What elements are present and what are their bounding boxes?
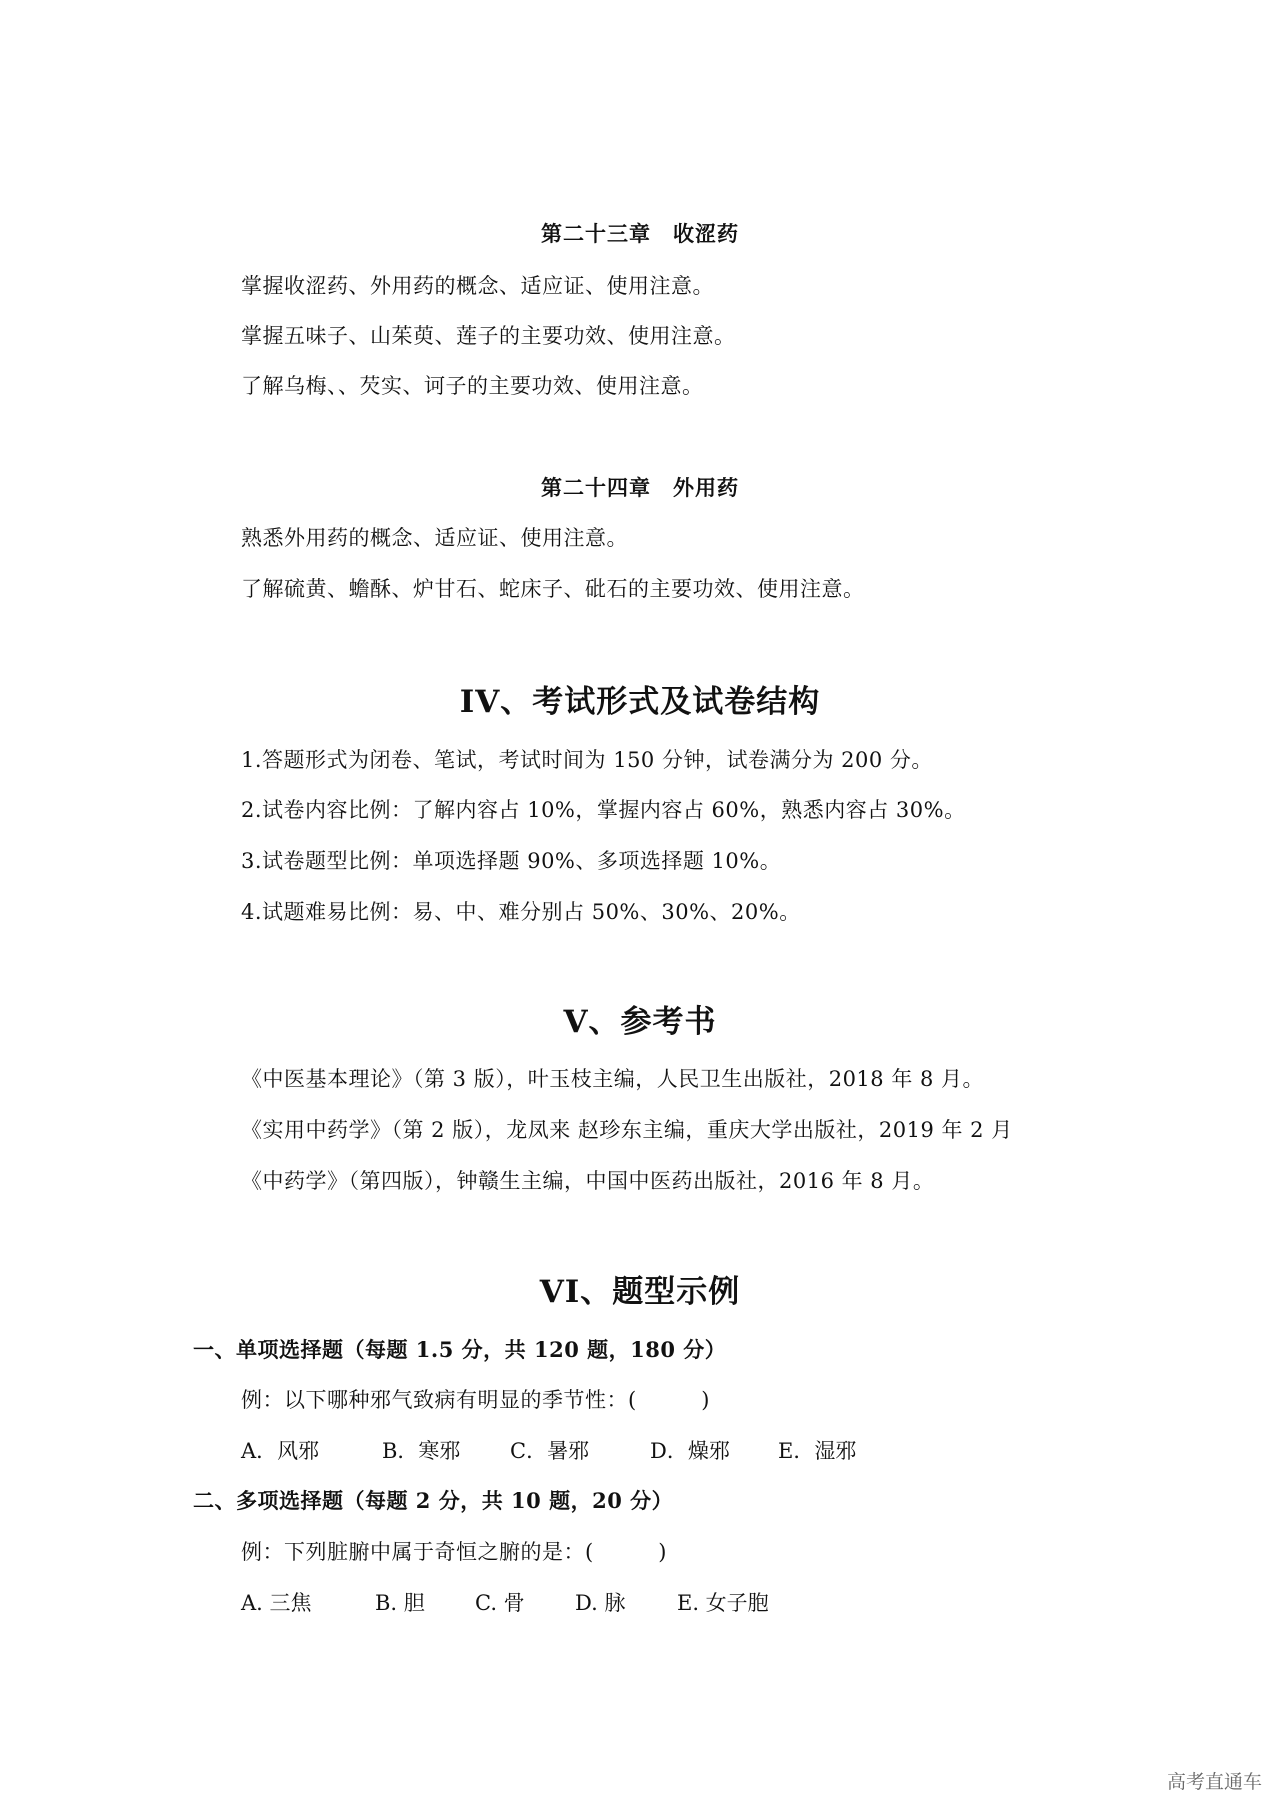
- multiple-option-e: E. 女子胞: [677, 1591, 769, 1615]
- chapter-24-line-1: 熟悉外用药的概念、适应证、使用注意。: [241, 526, 628, 550]
- single-option-b: B．寒邪: [382, 1439, 461, 1463]
- chapter-23-line-1: 掌握收涩药、外用药的概念、适应证、使用注意。: [241, 274, 714, 298]
- reference-book-2: 《实用中药学》（第 2 版），龙凤来 赵珍东主编，重庆大学出版社，2019 年 2 月: [241, 1118, 1013, 1142]
- single-option-a: A．风邪: [241, 1439, 320, 1463]
- single-option-d: D．燥邪: [650, 1439, 730, 1463]
- multiple-option-a: A. 三焦: [241, 1591, 312, 1615]
- multiple-option-d: D. 脉: [575, 1591, 626, 1615]
- section-4-title: IV、考试形式及试卷结构: [459, 684, 821, 720]
- chapter-23-title: 第二十三章 收涩药: [541, 221, 739, 246]
- section-4-line-4: 4.试题难易比例：易、中、难分别占 50%、30%、20%。: [241, 900, 801, 924]
- section-5-title: V、参考书: [563, 1004, 717, 1040]
- single-choice-options: [241, 1435, 856, 1465]
- section-4-line-1: 1.答题形式为闭卷、笔试，考试时间为 150 分钟，试卷满分为 200 分。: [241, 748, 933, 772]
- multiple-option-b: B. 胆: [375, 1591, 425, 1615]
- single-choice-question: 例：以下哪种邪气致病有明显的季节性：( ): [241, 1388, 710, 1412]
- multiple-choice-heading: 二、多项选择题（每题 2 分，共 10 题，20 分）: [193, 1488, 674, 1513]
- reference-book-1: 《中医基本理论》（第 3 版），叶玉枝主编，人民卫生出版社，2018 年 8 月。: [241, 1067, 985, 1091]
- section-4-line-2: 2.试卷内容比例：了解内容占 10%，掌握内容占 60%，熟悉内容占 30%。: [241, 798, 966, 822]
- multiple-option-c: C. 骨: [475, 1591, 525, 1615]
- multiple-choice-options: [241, 1587, 769, 1617]
- chapter-24-title: 第二十四章 外用药: [541, 475, 739, 500]
- chapter-24-line-2: 了解硫黄、蟾酥、炉甘石、蛇床子、砒石的主要功效、使用注意。: [241, 577, 865, 601]
- section-4-line-3: 3.试卷题型比例：单项选择题 90%、多项选择题 10%。: [241, 849, 782, 873]
- multiple-choice-question: 例：下列脏腑中属于奇恒之腑的是：( ): [241, 1540, 667, 1564]
- single-choice-heading: 一、单项选择题（每题 1.5 分，共 120 题，180 分）: [193, 1337, 727, 1362]
- section-6-title: VI、题型示例: [539, 1274, 741, 1310]
- single-option-e: E．湿邪: [778, 1439, 857, 1463]
- single-option-c: C．暑邪: [510, 1439, 590, 1463]
- chapter-23-line-3: 了解乌梅、、芡实、诃子的主要功效、使用注意。: [241, 374, 704, 398]
- chapter-23-line-2: 掌握五味子、山茱萸、莲子的主要功效、使用注意。: [241, 324, 736, 348]
- watermark-text: 高考直通车: [1166, 1771, 1262, 1793]
- reference-book-3: 《中药学》（第四版），钟赣生主编，中国中医药出版社，2016 年 8 月。: [241, 1169, 935, 1193]
